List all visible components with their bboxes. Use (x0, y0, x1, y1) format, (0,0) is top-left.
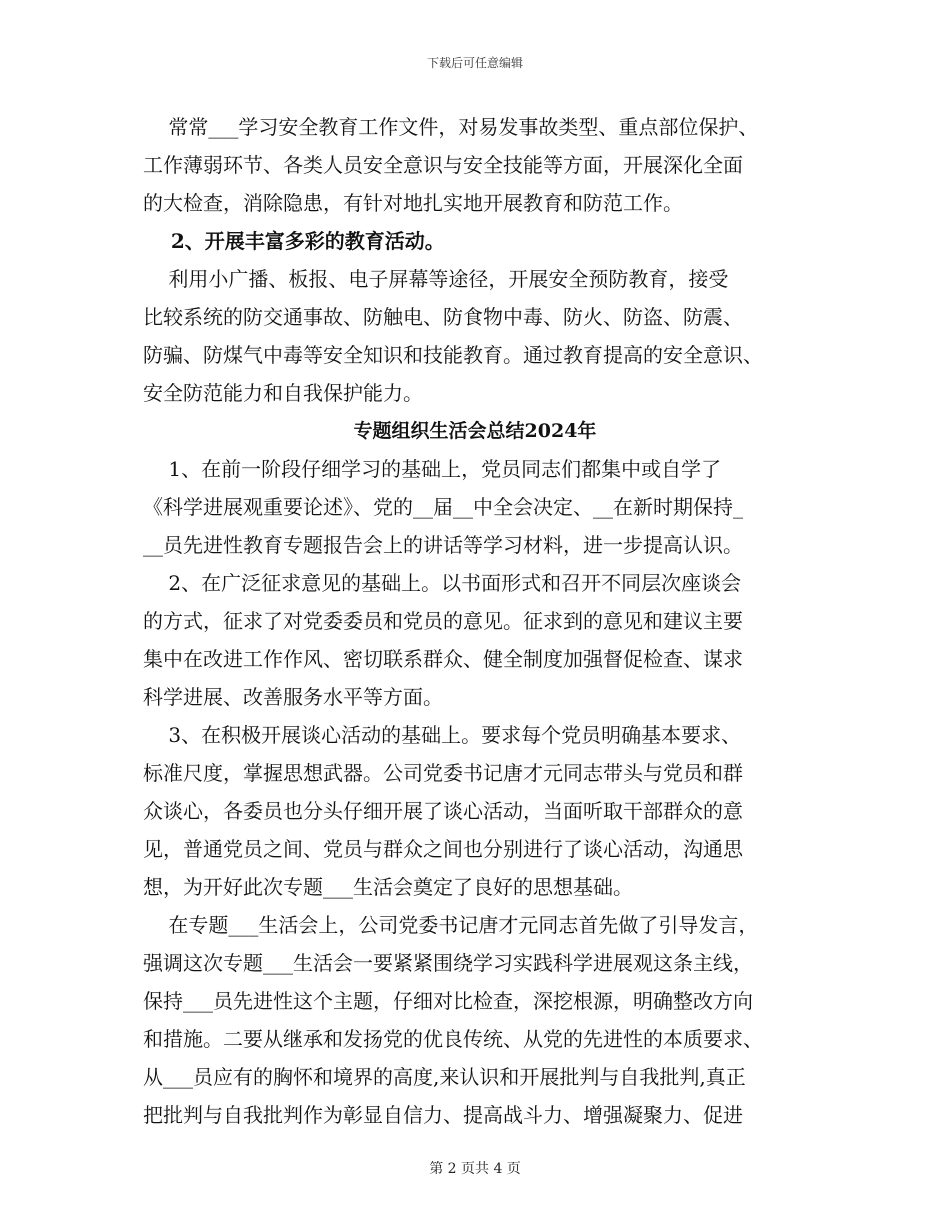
paragraph-line: 2、在广泛征求意见的基础上。以书面形式和召开不同层次座谈会 (143, 571, 742, 595)
paragraph-line: 强调这次专题___生活会一要紧紧围绕学习实践科学进展观这条主线， (143, 951, 753, 975)
document-body (143, 108, 807, 1134)
paragraph-line: 1、在前一阶段仔细学习的基础上，党员同志们都集中或自学了 (143, 457, 722, 481)
subheading-line: 2、开展丰富多彩的教育活动。 (143, 229, 445, 253)
paragraph-line: 《科学进展观重要论述》、党的__届__中全会决定、__在新时期保持_ (143, 495, 743, 519)
paragraph-line: 从___员应有的胸怀和境界的高度,来认识和开展批判与自我批判,真正 (143, 1065, 746, 1089)
paragraph-line: 的方式，征求了对党委委员和党员的意见。征求到的意见和建议主要 (143, 609, 743, 633)
paragraph-line: 把批判与自我批判作为彰显自信力、提高战斗力、增强凝聚力、促进 (143, 1103, 743, 1127)
paragraph-line: 安全防范能力和自我保护能力。 (143, 381, 423, 405)
paragraph-line: 和措施。二要从继承和发扬党的优良传统、从党的先进性的本质要求、 (143, 1027, 763, 1051)
paragraph-line: 标准尺度，掌握思想武器。公司党委书记唐才元同志带头与党员和群 (143, 761, 743, 785)
paragraph-line: 的大检查，消除隐患，有针对地扎实地开展教育和防范工作。 (143, 191, 683, 215)
paragraph-line: 常常___学习安全教育工作文件，对易发事故类型、重点部位保护、 (143, 115, 759, 139)
paragraph-line: 集中在改进工作作风、密切联系群众、健全制度加强督促检查、谋求 (143, 647, 743, 671)
paragraph-line: 工作薄弱环节、各类人员安全意识与安全技能等方面，开展深化全面 (143, 153, 743, 177)
page-footer: 第 2 页共 4 页 (429, 1161, 521, 1177)
paragraph-line: __员先进性教育专题报告会上的讲话等学习材料，进一步提高认识。 (143, 533, 743, 557)
paragraph-line: 科学进展、改善服务水平等方面。 (143, 685, 443, 709)
paragraph-line: 比较系统的防交通事故、防触电、防食物中毒、防火、防盗、防震、 (143, 305, 743, 329)
section-title: 专题组织生活会总结2024年 (353, 420, 597, 442)
paragraph-line: 防骗、防煤气中毒等安全知识和技能教育。通过教育提高的安全意识、 (143, 343, 763, 367)
page-header: 下载后可任意编辑 (426, 56, 523, 70)
paragraph-line: 3、在积极开展谈心活动的基础上。要求每个党员明确基本要求、 (143, 723, 742, 747)
paragraph-line: 保持___员先进性这个主题，仔细对比检查，深挖根源，明确整改方向 (143, 989, 753, 1013)
paragraph-line: 利用小广播、板报、电子屏幕等途径，开展安全预防教育，接受 (143, 267, 729, 291)
paragraph-line: 众谈心，各委员也分头仔细开展了谈心活动，当面听取干部群众的意 (143, 799, 743, 823)
paragraph-line: 在专题___生活会上，公司党委书记唐才元同志首先做了引导发言， (143, 913, 759, 937)
paragraph-line: 想，为开好此次专题___生活会奠定了良好的思想基础。 (143, 875, 633, 899)
paragraph-line: 见，普通党员之间、党员与群众之间也分别进行了谈心活动，沟通思 (143, 837, 743, 861)
